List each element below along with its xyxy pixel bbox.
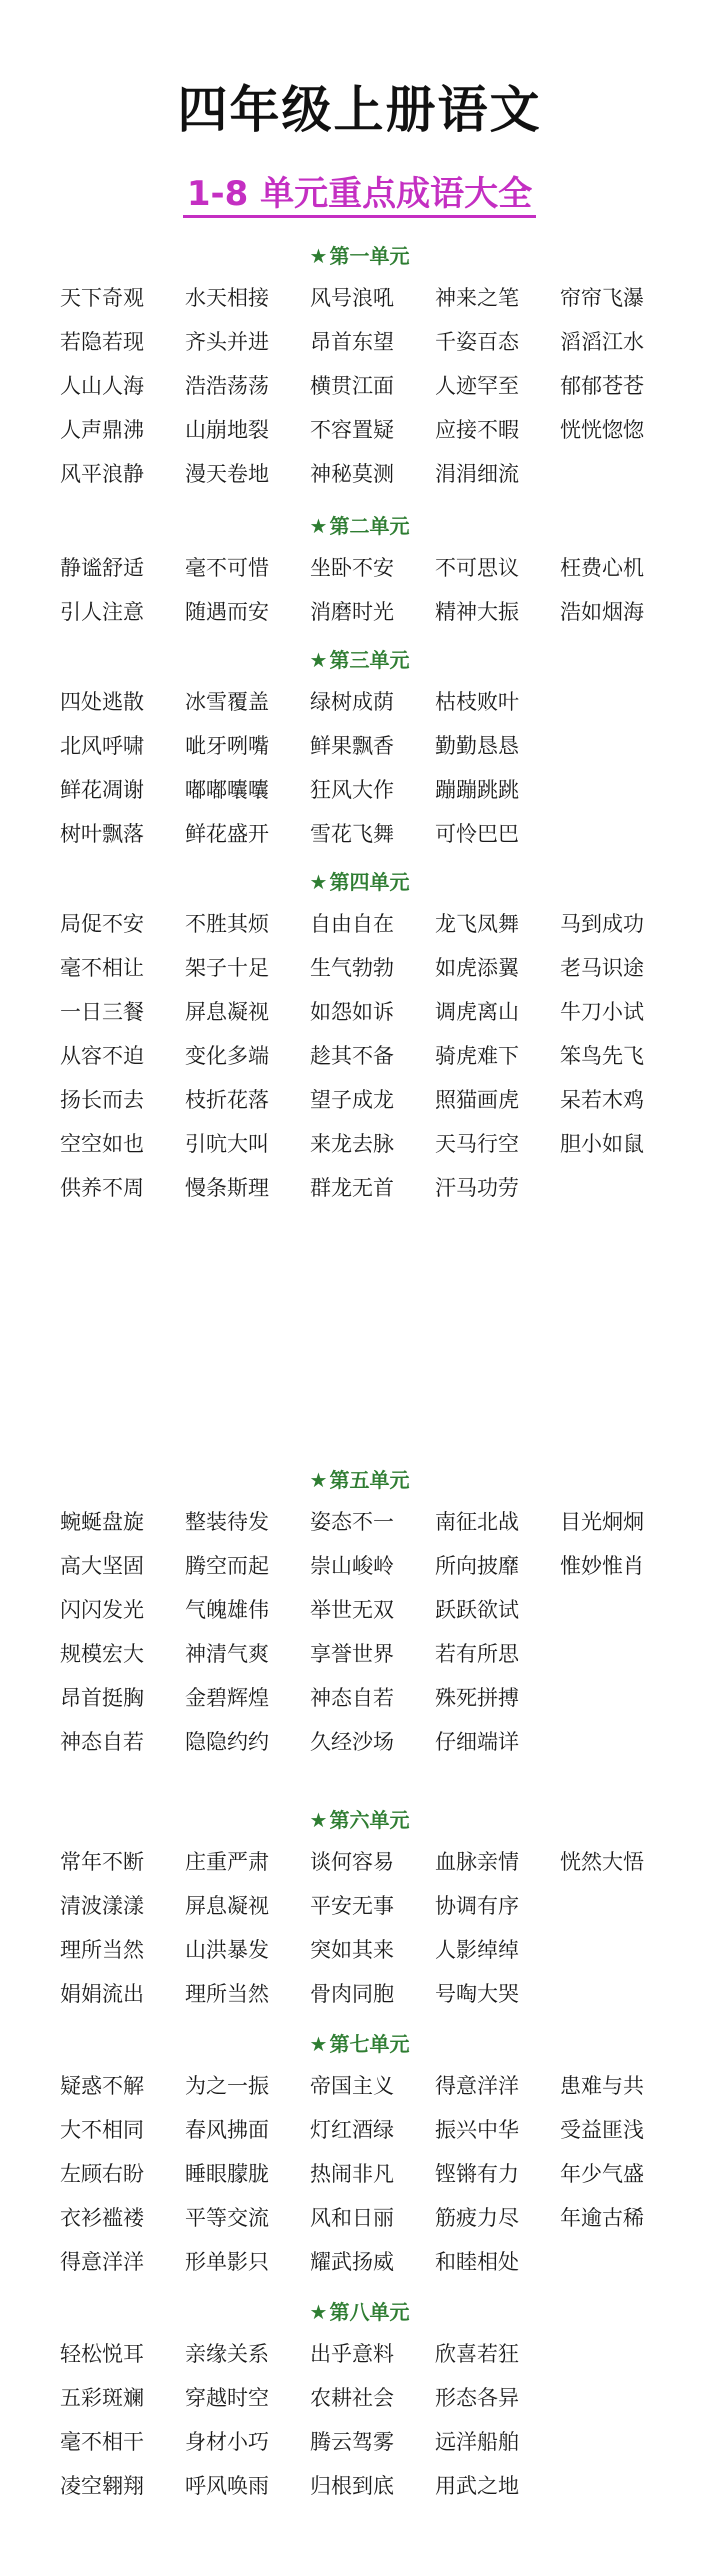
idiom-grid — [0, 546, 719, 634]
idiom-item: 自由自在 — [310, 912, 394, 936]
idiom-item: 举世无双 — [310, 1598, 394, 1622]
idiom-item: 目光炯炯 — [560, 1510, 644, 1534]
idiom-item: 大不相同 — [60, 2118, 144, 2142]
idiom-item: 千姿百态 — [435, 330, 519, 354]
idiom-grid — [0, 680, 719, 856]
idiom-row — [0, 724, 719, 768]
star-icon: ★ — [309, 1468, 328, 1492]
idiom-item: 笨鸟先飞 — [560, 1044, 644, 1068]
star-icon: ★ — [309, 2032, 328, 2056]
idiom-item: 筋疲力尽 — [435, 2206, 519, 2230]
idiom-item: 隐隐约约 — [185, 1730, 269, 1754]
unit-section — [0, 1800, 719, 2016]
idiom-item: 四处逃散 — [60, 690, 144, 714]
unit-section — [0, 2024, 719, 2284]
idiom-item: 恍恍惚惚 — [560, 418, 644, 442]
idiom-item: 凌空翱翔 — [60, 2474, 144, 2498]
unit-heading-label: 第六单元 — [329, 1808, 410, 1832]
idiom-item: 疑惑不解 — [60, 2074, 144, 2098]
idiom-grid — [0, 1500, 719, 1764]
idiom-item: 骑虎难下 — [435, 1044, 519, 1068]
idiom-item: 应接不暇 — [435, 418, 519, 442]
idiom-item: 树叶飘落 — [60, 822, 144, 846]
unit-section — [0, 2292, 719, 2508]
idiom-item: 形单影只 — [185, 2250, 269, 2274]
unit-heading — [0, 862, 719, 902]
idiom-row — [0, 2464, 719, 2508]
idiom-item: 亲缘关系 — [185, 2342, 269, 2366]
idiom-item: 人声鼎沸 — [60, 418, 144, 442]
unit-heading — [0, 236, 719, 276]
idiom-item: 望子成龙 — [310, 1088, 394, 1112]
idiom-item: 鲜花凋谢 — [60, 778, 144, 802]
idiom-item: 呆若木鸡 — [560, 1088, 644, 1112]
idiom-row — [0, 408, 719, 452]
idiom-item: 金碧辉煌 — [185, 1686, 269, 1710]
idiom-row — [0, 2240, 719, 2284]
idiom-item: 枯枝败叶 — [435, 690, 519, 714]
unit-heading-label: 第五单元 — [329, 1468, 410, 1492]
idiom-item: 人影绰绰 — [435, 1938, 519, 1962]
idiom-item: 人迹罕至 — [435, 374, 519, 398]
idiom-item: 享誉世界 — [310, 1642, 394, 1666]
idiom-item: 扬长而去 — [60, 1088, 144, 1112]
idiom-item: 规模宏大 — [60, 1642, 144, 1666]
star-icon: ★ — [309, 648, 328, 672]
idiom-item: 胆小如鼠 — [560, 1132, 644, 1156]
idiom-item: 不容置疑 — [310, 418, 394, 442]
idiom-item: 蜿蜒盘旋 — [60, 1510, 144, 1534]
idiom-item: 枝折花落 — [185, 1088, 269, 1112]
idiom-item: 漫天卷地 — [185, 462, 269, 486]
idiom-item: 滔滔江水 — [560, 330, 644, 354]
idiom-item: 慢条斯理 — [185, 1176, 269, 1200]
idiom-item: 帝国主义 — [310, 2074, 394, 2098]
idiom-row — [0, 946, 719, 990]
idiom-row — [0, 2108, 719, 2152]
idiom-item: 牛刀小试 — [560, 1000, 644, 1024]
idiom-item: 天下奇观 — [60, 286, 144, 310]
idiom-row — [0, 812, 719, 856]
idiom-row — [0, 680, 719, 724]
idiom-item: 毫不可惜 — [185, 556, 269, 580]
idiom-row — [0, 590, 719, 634]
idiom-item: 引人注意 — [60, 600, 144, 624]
idiom-item: 协调有序 — [435, 1894, 519, 1918]
idiom-item: 齐头并进 — [185, 330, 269, 354]
unit-section — [0, 236, 719, 496]
idiom-grid — [0, 2064, 719, 2284]
idiom-item: 架子十足 — [185, 956, 269, 980]
idiom-item: 可怜巴巴 — [435, 822, 519, 846]
idiom-item: 随遇而安 — [185, 600, 269, 624]
page-title: 四年级上册语文 — [177, 81, 542, 139]
idiom-item: 如怨如诉 — [310, 1000, 394, 1024]
idiom-item: 得意洋洋 — [435, 2074, 519, 2098]
idiom-row — [0, 1500, 719, 1544]
idiom-row — [0, 320, 719, 364]
idiom-item: 勤勤恳恳 — [435, 734, 519, 758]
idiom-row — [0, 1588, 719, 1632]
idiom-row — [0, 2064, 719, 2108]
star-icon: ★ — [309, 244, 328, 268]
idiom-item: 欣喜若狂 — [435, 2342, 519, 2366]
idiom-item: 郁郁苍苍 — [560, 374, 644, 398]
idiom-item: 若有所思 — [435, 1642, 519, 1666]
idiom-item: 姿态不一 — [310, 1510, 394, 1534]
idiom-item: 得意洋洋 — [60, 2250, 144, 2274]
idiom-item: 身材小巧 — [185, 2430, 269, 2454]
idiom-item: 整装待发 — [185, 1510, 269, 1534]
unit-heading — [0, 506, 719, 546]
idiom-item: 若隐若现 — [60, 330, 144, 354]
idiom-item: 屏息凝视 — [185, 1894, 269, 1918]
idiom-item: 清波漾漾 — [60, 1894, 144, 1918]
idiom-row — [0, 990, 719, 1034]
idiom-item: 理所当然 — [60, 1938, 144, 1962]
idiom-item: 鲜果飘香 — [310, 734, 394, 758]
unit-heading — [0, 2024, 719, 2064]
idiom-row — [0, 546, 719, 590]
idiom-item: 蹦蹦跳跳 — [435, 778, 519, 802]
idiom-item: 从容不迫 — [60, 1044, 144, 1068]
idiom-item: 马到成功 — [560, 912, 644, 936]
unit-heading-label: 第四单元 — [329, 870, 410, 894]
idiom-item: 腾云驾雾 — [310, 2430, 394, 2454]
idiom-row — [0, 2196, 719, 2240]
idiom-row — [0, 1544, 719, 1588]
idiom-item: 神清气爽 — [185, 1642, 269, 1666]
idiom-item: 年少气盛 — [560, 2162, 644, 2186]
idiom-row — [0, 1840, 719, 1884]
idiom-item: 穿越时空 — [185, 2386, 269, 2410]
idiom-row — [0, 1166, 719, 1210]
idiom-item: 神来之笔 — [435, 286, 519, 310]
idiom-item: 静谧舒适 — [60, 556, 144, 580]
idiom-item: 毫不相干 — [60, 2430, 144, 2454]
idiom-item: 耀武扬威 — [310, 2250, 394, 2274]
idiom-item: 群龙无首 — [310, 1176, 394, 1200]
idiom-item: 左顾右盼 — [60, 2162, 144, 2186]
idiom-item: 轻松悦耳 — [60, 2342, 144, 2366]
unit-heading-label: 第八单元 — [329, 2300, 410, 2324]
idiom-item: 灯红酒绿 — [310, 2118, 394, 2142]
unit-section — [0, 862, 719, 1210]
idiom-item: 恍然大悟 — [560, 1850, 644, 1874]
idiom-item: 供养不周 — [60, 1176, 144, 1200]
idiom-item: 仔细端详 — [435, 1730, 519, 1754]
idiom-item: 热闹非凡 — [310, 2162, 394, 2186]
idiom-row — [0, 1676, 719, 1720]
idiom-item: 理所当然 — [185, 1982, 269, 2006]
idiom-item: 如虎添翼 — [435, 956, 519, 980]
idiom-item: 常年不断 — [60, 1850, 144, 1874]
idiom-item: 殊死拼搏 — [435, 1686, 519, 1710]
unit-heading-label: 第七单元 — [329, 2032, 410, 2056]
idiom-row — [0, 1122, 719, 1166]
page-subtitle: 1-8 单元重点成语大全 — [183, 176, 536, 218]
idiom-item: 山洪暴发 — [185, 1938, 269, 1962]
idiom-item: 和睦相处 — [435, 2250, 519, 2274]
idiom-item: 空空如也 — [60, 1132, 144, 1156]
star-icon: ★ — [309, 514, 328, 538]
idiom-item: 毫不相让 — [60, 956, 144, 980]
idiom-item: 五彩斑斓 — [60, 2386, 144, 2410]
idiom-item: 腾空而起 — [185, 1554, 269, 1578]
idiom-item: 绿树成荫 — [310, 690, 394, 714]
idiom-item: 血脉亲情 — [435, 1850, 519, 1874]
star-icon: ★ — [309, 2300, 328, 2324]
idiom-item: 浩浩荡荡 — [185, 374, 269, 398]
idiom-item: 呲牙咧嘴 — [185, 734, 269, 758]
idiom-item: 患难与共 — [560, 2074, 644, 2098]
idiom-item: 久经沙场 — [310, 1730, 394, 1754]
idiom-item: 神态自若 — [310, 1686, 394, 1710]
idiom-item: 坐卧不安 — [310, 556, 394, 580]
idiom-item: 汗马功劳 — [435, 1176, 519, 1200]
idiom-item: 呼风唤雨 — [185, 2474, 269, 2498]
unit-heading-label: 第一单元 — [329, 244, 410, 268]
idiom-item: 用武之地 — [435, 2474, 519, 2498]
idiom-item: 生气勃勃 — [310, 956, 394, 980]
idiom-item: 庄重严肃 — [185, 1850, 269, 1874]
idiom-item: 高大坚固 — [60, 1554, 144, 1578]
idiom-item: 睡眼朦胧 — [185, 2162, 269, 2186]
idiom-item: 出乎意料 — [310, 2342, 394, 2366]
idiom-item: 来龙去脉 — [310, 1132, 394, 1156]
idiom-grid — [0, 276, 719, 496]
idiom-item: 引吭大叫 — [185, 1132, 269, 1156]
star-icon: ★ — [309, 870, 328, 894]
idiom-item: 农耕社会 — [310, 2386, 394, 2410]
idiom-item: 浩如烟海 — [560, 600, 644, 624]
idiom-item: 水天相接 — [185, 286, 269, 310]
idiom-row — [0, 768, 719, 812]
idiom-item: 风号浪吼 — [310, 286, 394, 310]
idiom-item: 鲜花盛开 — [185, 822, 269, 846]
idiom-item: 消磨时光 — [310, 600, 394, 624]
idiom-row — [0, 2152, 719, 2196]
idiom-item: 趁其不备 — [310, 1044, 394, 1068]
idiom-item: 雪花飞舞 — [310, 822, 394, 846]
idiom-item: 帘帘飞瀑 — [560, 286, 644, 310]
subtitle-container — [0, 176, 719, 218]
idiom-item: 远洋船舶 — [435, 2430, 519, 2454]
idiom-item: 风和日丽 — [310, 2206, 394, 2230]
idiom-item: 年逾古稀 — [560, 2206, 644, 2230]
unit-section — [0, 640, 719, 856]
idiom-item: 跃跃欲试 — [435, 1598, 519, 1622]
idiom-item: 闪闪发光 — [60, 1598, 144, 1622]
idiom-item: 老马识途 — [560, 956, 644, 980]
unit-heading-label: 第三单元 — [329, 648, 410, 672]
idiom-item: 北风呼啸 — [60, 734, 144, 758]
idiom-item: 崇山峻岭 — [310, 1554, 394, 1578]
unit-section — [0, 506, 719, 634]
idiom-item: 形态各异 — [435, 2386, 519, 2410]
idiom-item: 嘟嘟囔囔 — [185, 778, 269, 802]
idiom-item: 山崩地裂 — [185, 418, 269, 442]
idiom-item: 娟娟流出 — [60, 1982, 144, 2006]
unit-heading — [0, 640, 719, 680]
idiom-row — [0, 1632, 719, 1676]
idiom-row — [0, 1928, 719, 1972]
idiom-item: 狂风大作 — [310, 778, 394, 802]
idiom-row — [0, 902, 719, 946]
idiom-item: 衣衫褴褛 — [60, 2206, 144, 2230]
idiom-item: 平安无事 — [310, 1894, 394, 1918]
idiom-item: 人山人海 — [60, 374, 144, 398]
idiom-item: 气魄雄伟 — [185, 1598, 269, 1622]
idiom-item: 春风拂面 — [185, 2118, 269, 2142]
idiom-item: 振兴中华 — [435, 2118, 519, 2142]
idiom-item: 一日三餐 — [60, 1000, 144, 1024]
idiom-grid — [0, 1840, 719, 2016]
idiom-item: 涓涓细流 — [435, 462, 519, 486]
idiom-item: 惟妙惟肖 — [560, 1554, 644, 1578]
idiom-item: 平等交流 — [185, 2206, 269, 2230]
idiom-item: 神秘莫测 — [310, 462, 394, 486]
unit-heading-label: 第二单元 — [329, 514, 410, 538]
idiom-row — [0, 2332, 719, 2376]
idiom-grid — [0, 2332, 719, 2508]
idiom-item: 不可思议 — [435, 556, 519, 580]
idiom-item: 变化多端 — [185, 1044, 269, 1068]
unit-section — [0, 1460, 719, 1764]
idiom-item: 不胜其烦 — [185, 912, 269, 936]
idiom-item: 铿锵有力 — [435, 2162, 519, 2186]
idiom-row — [0, 1720, 719, 1764]
unit-heading — [0, 1460, 719, 1500]
idiom-grid — [0, 902, 719, 1210]
unit-heading — [0, 1800, 719, 1840]
idiom-item: 所向披靡 — [435, 1554, 519, 1578]
idiom-row — [0, 1078, 719, 1122]
idiom-item: 横贯江面 — [310, 374, 394, 398]
idiom-row — [0, 1884, 719, 1928]
idiom-item: 局促不安 — [60, 912, 144, 936]
idiom-item: 冰雪覆盖 — [185, 690, 269, 714]
idiom-item: 昂首挺胸 — [60, 1686, 144, 1710]
idiom-item: 照猫画虎 — [435, 1088, 519, 1112]
idiom-item: 龙飞凤舞 — [435, 912, 519, 936]
idiom-item: 归根到底 — [310, 2474, 394, 2498]
unit-heading — [0, 2292, 719, 2332]
idiom-item: 神态自若 — [60, 1730, 144, 1754]
idiom-item: 屏息凝视 — [185, 1000, 269, 1024]
idiom-item: 骨肉同胞 — [310, 1982, 394, 2006]
idiom-item: 突如其来 — [310, 1938, 394, 1962]
idiom-item: 昂首东望 — [310, 330, 394, 354]
idiom-item: 天马行空 — [435, 1132, 519, 1156]
idiom-row — [0, 452, 719, 496]
idiom-row — [0, 1972, 719, 2016]
idiom-item: 为之一振 — [185, 2074, 269, 2098]
idiom-row — [0, 364, 719, 408]
idiom-item: 南征北战 — [435, 1510, 519, 1534]
idiom-item: 风平浪静 — [60, 462, 144, 486]
idiom-row — [0, 1034, 719, 1078]
idiom-item: 精神大振 — [435, 600, 519, 624]
idiom-row — [0, 276, 719, 320]
idiom-item: 受益匪浅 — [560, 2118, 644, 2142]
idiom-item: 枉费心机 — [560, 556, 644, 580]
star-icon: ★ — [309, 1808, 328, 1832]
idiom-item: 谈何容易 — [310, 1850, 394, 1874]
idiom-row — [0, 2420, 719, 2464]
idiom-item: 号啕大哭 — [435, 1982, 519, 2006]
idiom-row — [0, 2376, 719, 2420]
idiom-item: 调虎离山 — [435, 1000, 519, 1024]
